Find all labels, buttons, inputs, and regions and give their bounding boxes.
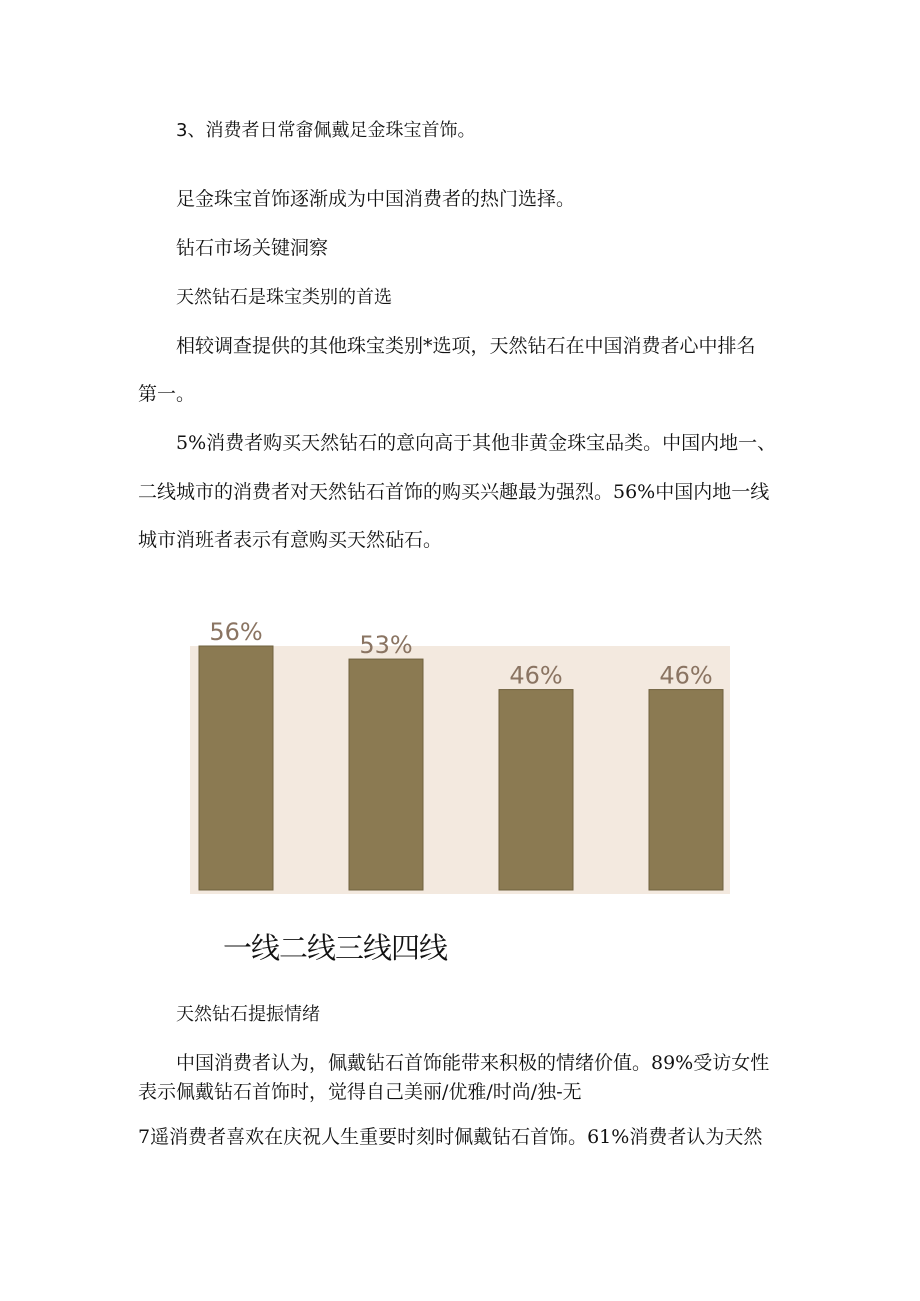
bar-四线 <box>649 690 723 890</box>
data-label-二线: 53% <box>359 631 413 660</box>
paragraph-emotion-line-1: 中国消费者认为，佩戴钻石首饰能带来积极的情绪价值。89%受访女性 <box>176 1052 770 1074</box>
chart-category-labels: 一线二线三线四线 <box>223 931 448 965</box>
paragraph-purchase-intent-line-3: 城市消班者表示有意购买天然砧石。 <box>138 529 443 551</box>
bar-chart-svg <box>190 612 730 894</box>
subheading-diamond-emotion: 天然钻石提振情绪 <box>176 1004 320 1025</box>
paragraph-purchase-intent-line-2: 二线城市的消费者对天然钻石首饰的购买兴趣最为强烈。56%中国内地一线 <box>138 481 770 503</box>
paragraph-celebration-line-1: 7遥消费者喜欢在庆祝人生重要时刻时佩戴钻石首饰。61%消费者认为天然 <box>138 1126 763 1148</box>
paragraph-ranking-line-2: 第一。 <box>138 383 196 405</box>
subheading-diamond-insights: 钻石市场关键洞察 <box>176 237 329 259</box>
paragraph-purchase-intent-line-1: 5%消费者购买天然钻石的意向高于其他非黄金珠宝品类。中国内地一、 <box>176 432 777 454</box>
data-label-一线: 56% <box>209 618 263 646</box>
subheading-natural-diamond-first-choice: 天然钻石是珠宝类别的首选 <box>176 287 392 308</box>
paragraph-gold-jewelry: 足金珠宝首饰逐渐成为中国消费者的热门选择。 <box>176 188 576 210</box>
bar-一线 <box>199 646 273 890</box>
data-label-三线: 46% <box>509 661 563 690</box>
bar-三线 <box>499 690 573 890</box>
bar-chart <box>190 612 730 894</box>
bar-二线 <box>349 659 423 890</box>
data-label-四线: 46% <box>659 661 713 690</box>
paragraph-ranking-line-1: 相较调查提供的其他珠宝类别*选项，天然钻石在中国消费者心中排名 <box>176 335 756 357</box>
paragraph-emotion-line-2: 表示佩戴钻石首饰时，觉得自己美丽/优雅/时尚/独-无 <box>138 1081 582 1103</box>
section-heading: 3、消费者日常畲佩戴足金珠宝首饰。 <box>176 120 476 141</box>
